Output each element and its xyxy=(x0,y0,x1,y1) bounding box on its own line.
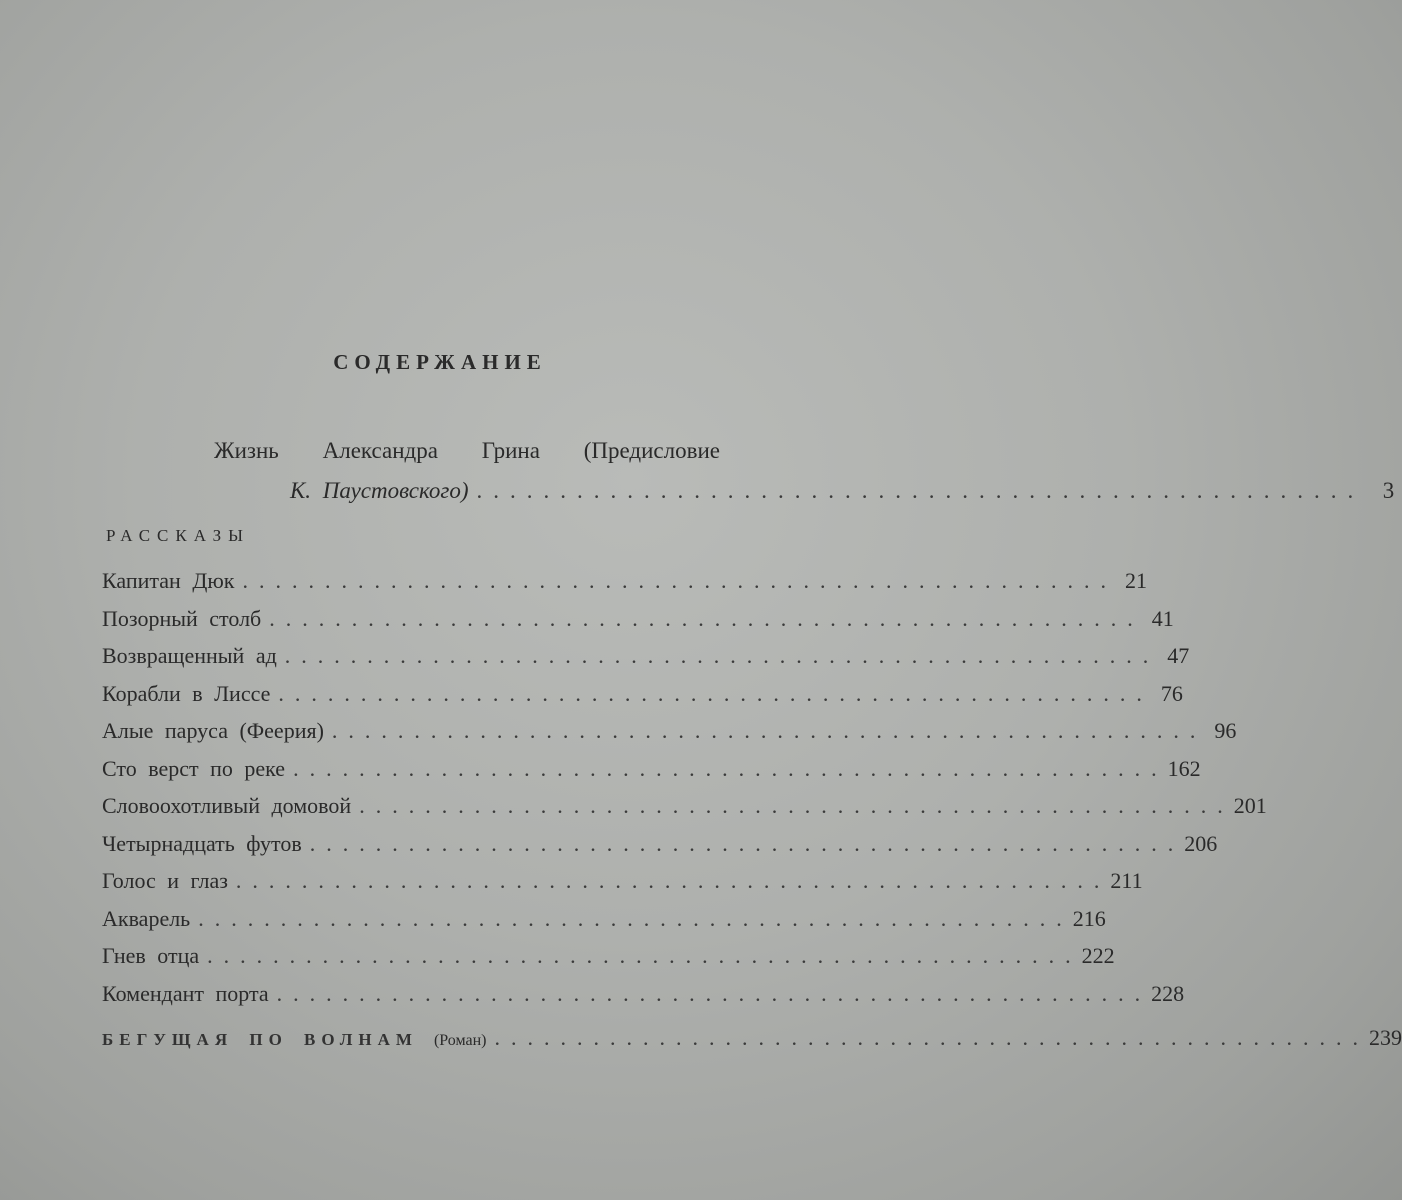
novel-subtitle: (Роман) xyxy=(433,1032,487,1049)
page-number: 47 xyxy=(1167,643,1190,668)
dot-leader: ..................................................... xyxy=(331,718,1207,743)
preface-entry xyxy=(290,478,1395,508)
entry-title: Сто верст по реке xyxy=(102,756,286,781)
toc-entry xyxy=(102,643,1190,673)
toc-entry xyxy=(102,831,1218,861)
page-number: 76 xyxy=(1160,681,1183,706)
page-number: 162 xyxy=(1167,756,1201,781)
entry-title: Акварель xyxy=(102,906,191,931)
toc-entry xyxy=(102,793,1267,823)
preface-author: К. Паустовского) xyxy=(290,478,469,503)
page-number: 206 xyxy=(1184,831,1218,856)
toc-entry xyxy=(102,681,1183,711)
toc-entry xyxy=(102,718,1237,748)
entry-title: Четырнадцать футов xyxy=(102,831,302,856)
dot-leader: ..................................................... xyxy=(235,868,1111,893)
page-number: 239 xyxy=(1369,1025,1402,1050)
dot-leader: ..................................................... xyxy=(198,906,1073,931)
preface-word: (Предисловие xyxy=(583,438,720,463)
dot-leader: ..................................................... xyxy=(359,793,1234,818)
toc-entry xyxy=(102,981,1185,1011)
entry-title: Алые паруса (Феерия) xyxy=(102,718,324,743)
preface-word: Грина xyxy=(481,438,540,463)
toc-entry xyxy=(102,943,1115,973)
page-number: 228 xyxy=(1151,981,1185,1006)
toc-entry xyxy=(102,756,1201,786)
page-number: 96 xyxy=(1214,718,1237,743)
dot-leader: ..................................................... xyxy=(276,981,1152,1006)
section-heading: РАССКАЗЫ xyxy=(106,526,250,545)
page-number: 216 xyxy=(1072,906,1106,931)
page-number: 222 xyxy=(1081,943,1115,968)
page-number: 201 xyxy=(1233,793,1267,818)
preface-word: Александра xyxy=(322,438,438,463)
page-number: 211 xyxy=(1110,868,1143,893)
dot-leader: ..................................................... xyxy=(207,943,1082,968)
page-title: СОДЕРЖАНИЕ xyxy=(333,350,547,374)
toc-entry xyxy=(102,868,1143,898)
entry-title: Комендант порта xyxy=(102,981,269,1006)
page-number: 41 xyxy=(1151,606,1174,631)
dot-leader: ..................................................... xyxy=(284,643,1160,668)
entry-title: Гнев отца xyxy=(102,943,200,968)
page-number: 3 xyxy=(1382,478,1395,503)
preface-line-1 xyxy=(214,438,720,464)
dot-leader: ..................................................... xyxy=(476,478,1365,503)
entry-title: Голос и глаз xyxy=(102,868,228,893)
page-number: 21 xyxy=(1124,568,1147,593)
dot-leader: ..................................................... xyxy=(278,681,1153,706)
dot-leader: ..................................................... xyxy=(242,568,1117,593)
toc-entry xyxy=(102,606,1174,636)
entry-title: Корабли в Лиссе xyxy=(102,681,271,706)
dot-leader: ..................................................... xyxy=(309,831,1185,856)
entry-title: Словоохотливый домовой xyxy=(102,793,352,818)
toc-entry xyxy=(102,568,1147,598)
dot-leader: ..................................................... xyxy=(269,606,1144,631)
entry-title: Возвращенный ад xyxy=(102,643,277,668)
dot-leader: ..................................................... xyxy=(494,1025,1369,1050)
dot-leader: ..................................................... xyxy=(293,756,1168,781)
preface-word: Жизнь xyxy=(214,438,279,463)
novel-title: БЕГУЩАЯ ПО ВОЛНАМ xyxy=(102,1030,418,1049)
toc-entry xyxy=(102,906,1106,936)
entry-title: Позорный столб xyxy=(102,606,262,631)
toc-novel-entry xyxy=(102,1025,1402,1055)
entry-title: Капитан Дюк xyxy=(102,568,235,593)
